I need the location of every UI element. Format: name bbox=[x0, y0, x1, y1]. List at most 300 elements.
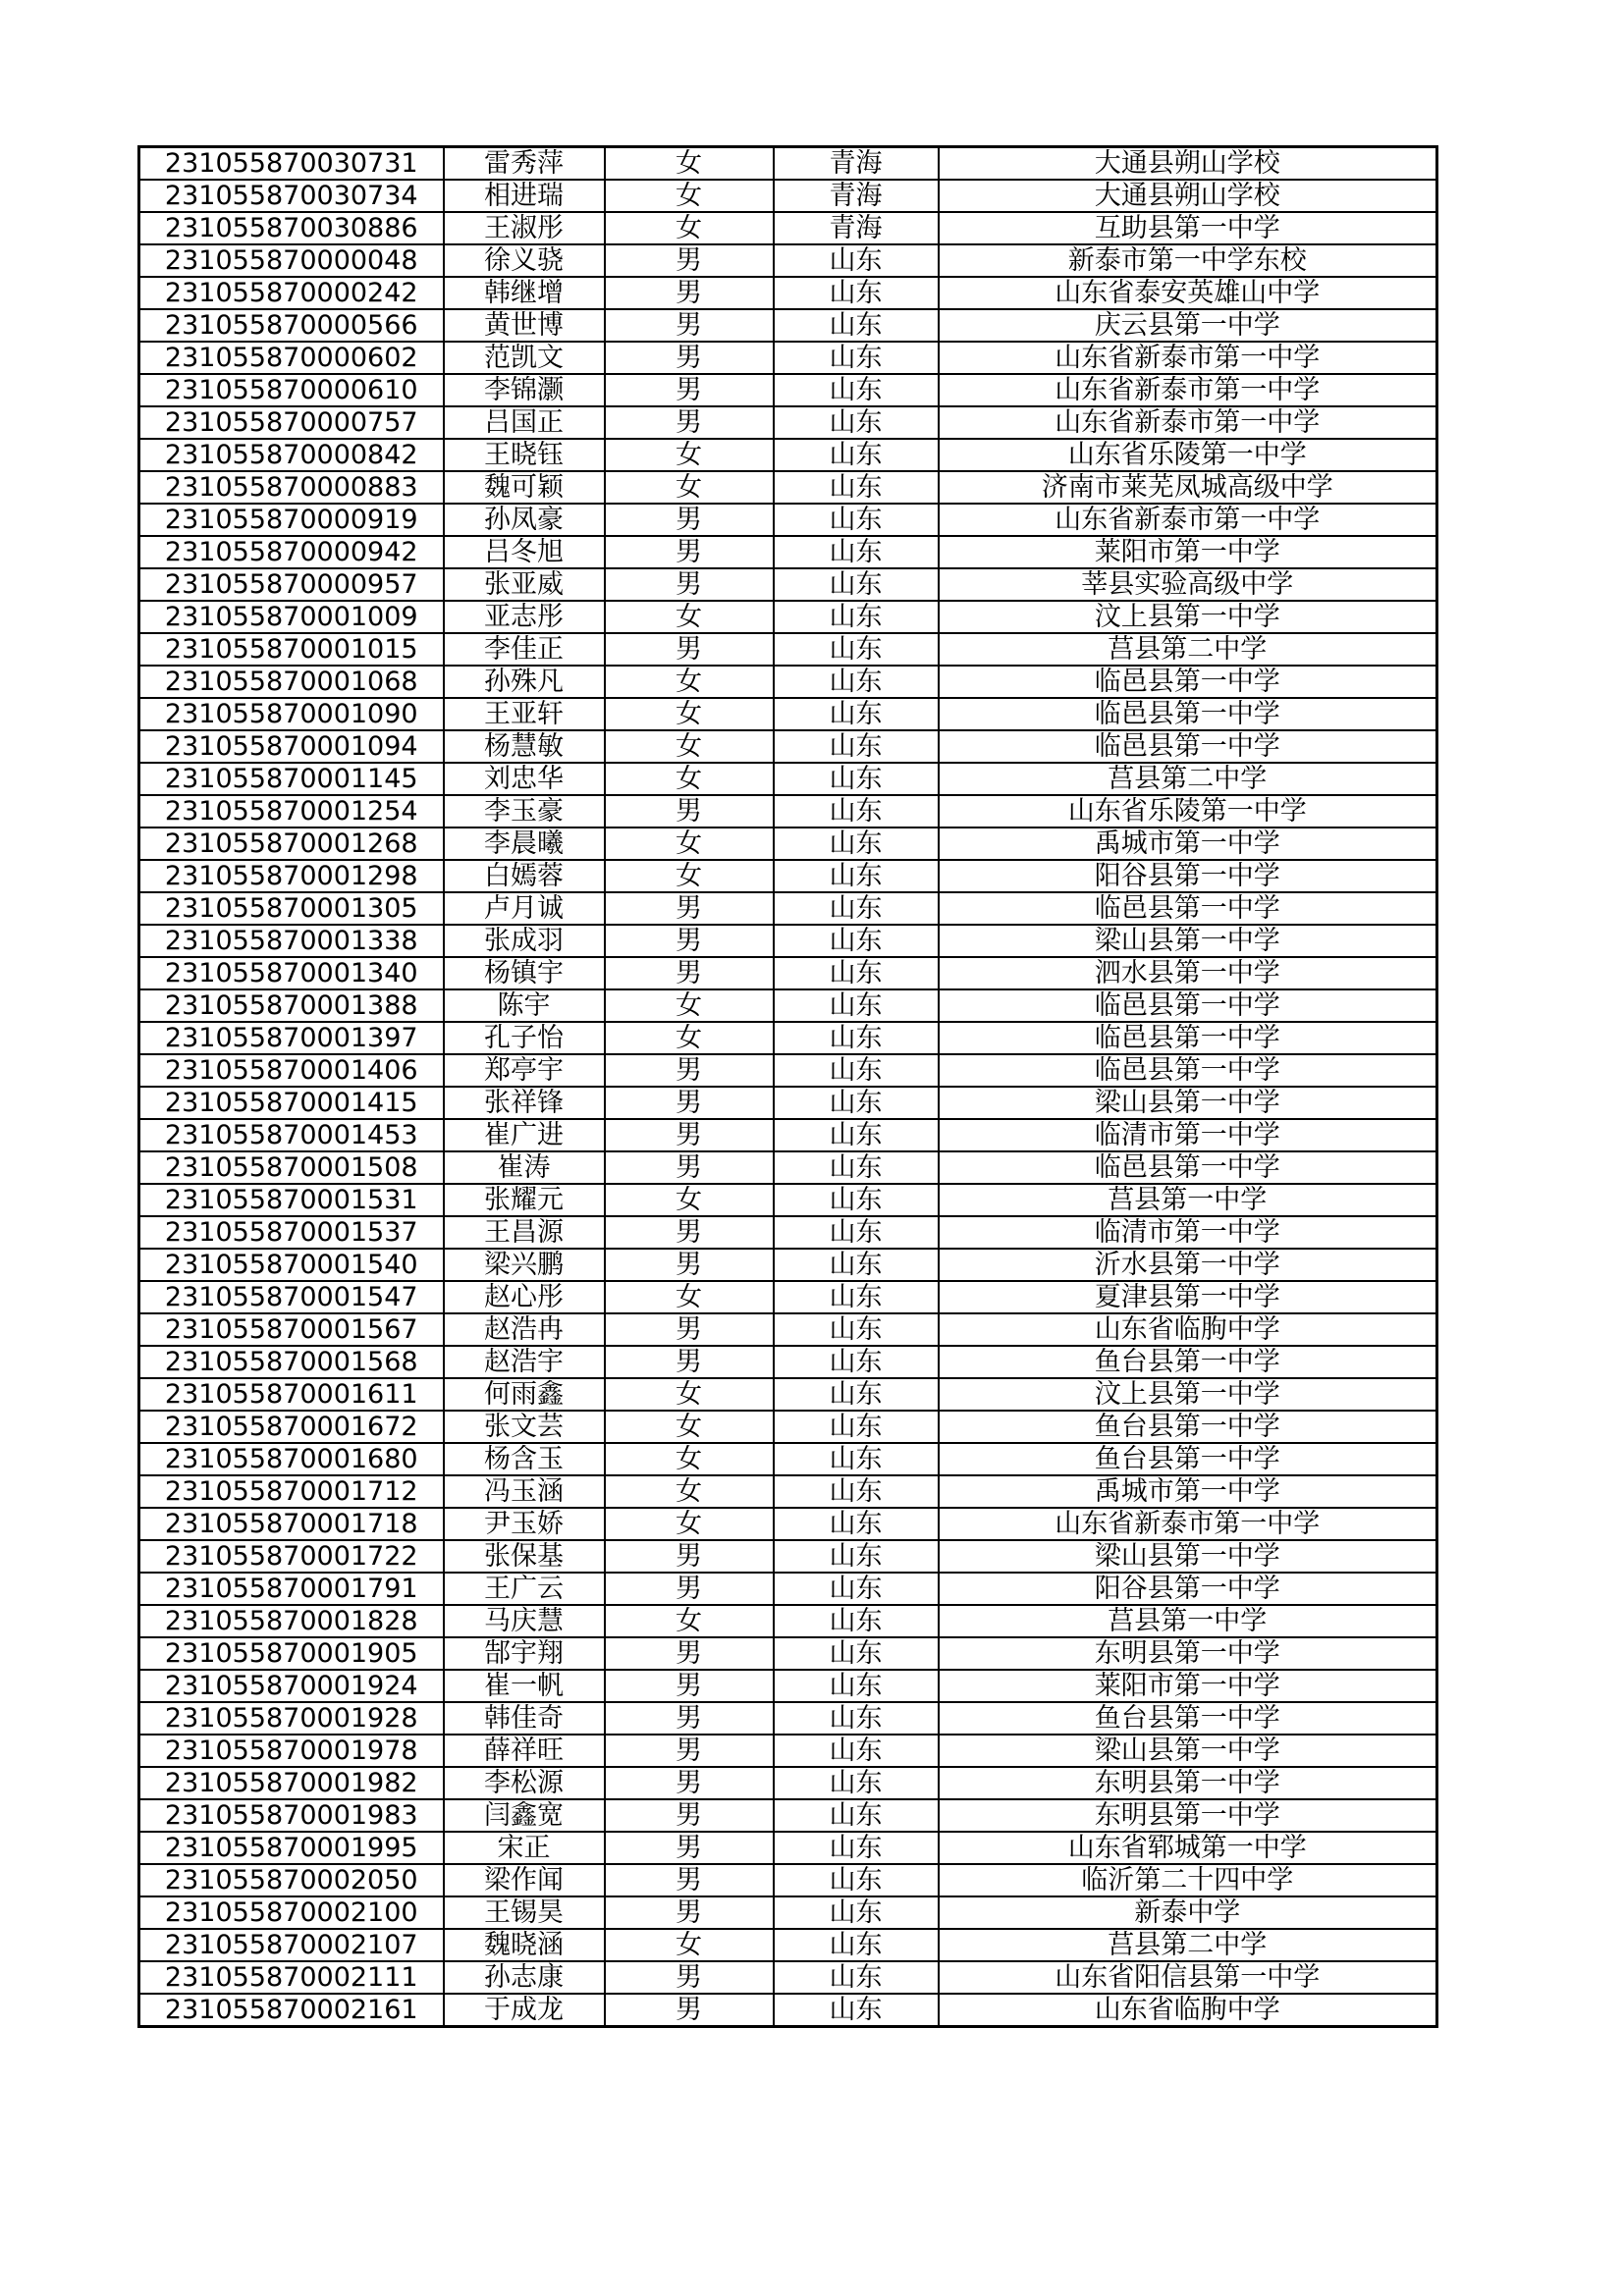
cell-student-name: 张成羽 bbox=[444, 925, 605, 957]
cell-candidate-id: 231055870000602 bbox=[139, 342, 444, 374]
cell-candidate-id: 231055870001453 bbox=[139, 1119, 444, 1151]
cell-school: 莱阳市第一中学 bbox=[939, 536, 1437, 568]
cell-province: 山东 bbox=[774, 1702, 939, 1735]
cell-school: 临邑县第一中学 bbox=[939, 892, 1437, 925]
table-row bbox=[139, 1929, 1437, 1961]
cell-candidate-id: 231055870001983 bbox=[139, 1799, 444, 1832]
cell-candidate-id: 231055870001415 bbox=[139, 1087, 444, 1119]
cell-candidate-id: 231055870001340 bbox=[139, 957, 444, 989]
cell-school: 莒县第二中学 bbox=[939, 633, 1437, 666]
table-row bbox=[139, 633, 1437, 666]
cell-school: 大通县朔山学校 bbox=[939, 147, 1437, 181]
cell-province: 山东 bbox=[774, 1799, 939, 1832]
cell-school: 山东省新泰市第一中学 bbox=[939, 406, 1437, 439]
cell-student-name: 李玉豪 bbox=[444, 795, 605, 828]
table-row bbox=[139, 277, 1437, 309]
cell-province: 山东 bbox=[774, 957, 939, 989]
table-row bbox=[139, 892, 1437, 925]
cell-school: 临邑县第一中学 bbox=[939, 666, 1437, 698]
cell-gender: 男 bbox=[605, 1249, 774, 1281]
cell-gender: 男 bbox=[605, 795, 774, 828]
table-row bbox=[139, 601, 1437, 633]
cell-gender: 女 bbox=[605, 471, 774, 504]
cell-province: 山东 bbox=[774, 244, 939, 277]
cell-candidate-id: 231055870001718 bbox=[139, 1508, 444, 1540]
cell-gender: 女 bbox=[605, 1605, 774, 1637]
cell-school: 山东省新泰市第一中学 bbox=[939, 1508, 1437, 1540]
cell-candidate-id: 231055870001995 bbox=[139, 1832, 444, 1864]
cell-student-name: 闫鑫宽 bbox=[444, 1799, 605, 1832]
cell-candidate-id: 231055870000942 bbox=[139, 536, 444, 568]
cell-school: 莒县第一中学 bbox=[939, 1184, 1437, 1216]
cell-student-name: 孔子怡 bbox=[444, 1022, 605, 1054]
cell-school: 莒县第一中学 bbox=[939, 1605, 1437, 1637]
cell-province: 山东 bbox=[774, 763, 939, 795]
cell-student-name: 范凯文 bbox=[444, 342, 605, 374]
cell-student-name: 王晓钰 bbox=[444, 439, 605, 471]
cell-gender: 男 bbox=[605, 1313, 774, 1346]
cell-student-name: 张保基 bbox=[444, 1540, 605, 1573]
cell-school: 沂水县第一中学 bbox=[939, 1249, 1437, 1281]
cell-province: 山东 bbox=[774, 1022, 939, 1054]
table-row bbox=[139, 1346, 1437, 1378]
cell-school: 夏津县第一中学 bbox=[939, 1281, 1437, 1313]
cell-candidate-id: 231055870001388 bbox=[139, 989, 444, 1022]
cell-student-name: 韩佳奇 bbox=[444, 1702, 605, 1735]
cell-school: 梁山县第一中学 bbox=[939, 925, 1437, 957]
cell-candidate-id: 231055870001305 bbox=[139, 892, 444, 925]
cell-province: 山东 bbox=[774, 277, 939, 309]
cell-gender: 女 bbox=[605, 1508, 774, 1540]
cell-school: 新泰中学 bbox=[939, 1896, 1437, 1929]
roster-table bbox=[137, 145, 1438, 2028]
cell-gender: 女 bbox=[605, 1929, 774, 1961]
table-row bbox=[139, 698, 1437, 730]
cell-candidate-id: 231055870001397 bbox=[139, 1022, 444, 1054]
cell-student-name: 孙志康 bbox=[444, 1961, 605, 1994]
cell-province: 山东 bbox=[774, 1670, 939, 1702]
cell-student-name: 崔涛 bbox=[444, 1151, 605, 1184]
cell-school: 山东省阳信县第一中学 bbox=[939, 1961, 1437, 1994]
cell-school: 临邑县第一中学 bbox=[939, 1022, 1437, 1054]
cell-gender: 男 bbox=[605, 1540, 774, 1573]
cell-student-name: 相进瑞 bbox=[444, 180, 605, 212]
cell-candidate-id: 231055870001537 bbox=[139, 1216, 444, 1249]
cell-school: 临清市第一中学 bbox=[939, 1119, 1437, 1151]
cell-student-name: 尹玉娇 bbox=[444, 1508, 605, 1540]
cell-student-name: 吕冬旭 bbox=[444, 536, 605, 568]
cell-student-name: 李锦灏 bbox=[444, 374, 605, 406]
cell-candidate-id: 231055870001298 bbox=[139, 860, 444, 892]
cell-candidate-id: 231055870001672 bbox=[139, 1411, 444, 1443]
cell-province: 山东 bbox=[774, 568, 939, 601]
cell-student-name: 郑亭宇 bbox=[444, 1054, 605, 1087]
cell-candidate-id: 231055870001540 bbox=[139, 1249, 444, 1281]
cell-student-name: 赵浩冉 bbox=[444, 1313, 605, 1346]
cell-gender: 女 bbox=[605, 601, 774, 633]
cell-gender: 男 bbox=[605, 1767, 774, 1799]
cell-candidate-id: 231055870002100 bbox=[139, 1896, 444, 1929]
table-row bbox=[139, 1313, 1437, 1346]
cell-student-name: 黄世博 bbox=[444, 309, 605, 342]
table-row bbox=[139, 1832, 1437, 1864]
table-row bbox=[139, 374, 1437, 406]
cell-candidate-id: 231055870001924 bbox=[139, 1670, 444, 1702]
cell-province: 山东 bbox=[774, 1119, 939, 1151]
cell-province: 山东 bbox=[774, 730, 939, 763]
cell-school: 鱼台县第一中学 bbox=[939, 1411, 1437, 1443]
cell-gender: 女 bbox=[605, 860, 774, 892]
table-row bbox=[139, 1864, 1437, 1896]
cell-student-name: 张祥锋 bbox=[444, 1087, 605, 1119]
cell-candidate-id: 231055870000883 bbox=[139, 471, 444, 504]
cell-student-name: 雷秀萍 bbox=[444, 147, 605, 181]
cell-province: 山东 bbox=[774, 1896, 939, 1929]
cell-school: 汶上县第一中学 bbox=[939, 601, 1437, 633]
cell-school: 山东省郓城第一中学 bbox=[939, 1832, 1437, 1864]
cell-school: 临沂第二十四中学 bbox=[939, 1864, 1437, 1896]
cell-gender: 女 bbox=[605, 1443, 774, 1475]
cell-student-name: 赵浩宇 bbox=[444, 1346, 605, 1378]
cell-province: 山东 bbox=[774, 1054, 939, 1087]
table-row bbox=[139, 1637, 1437, 1670]
cell-gender: 女 bbox=[605, 828, 774, 860]
cell-gender: 男 bbox=[605, 1961, 774, 1994]
cell-gender: 男 bbox=[605, 1346, 774, 1378]
cell-province: 山东 bbox=[774, 1573, 939, 1605]
cell-school: 临邑县第一中学 bbox=[939, 989, 1437, 1022]
cell-student-name: 王淑彤 bbox=[444, 212, 605, 244]
cell-school: 山东省临朐中学 bbox=[939, 1994, 1437, 2027]
cell-student-name: 赵心彤 bbox=[444, 1281, 605, 1313]
cell-school: 互助县第一中学 bbox=[939, 212, 1437, 244]
cell-gender: 女 bbox=[605, 730, 774, 763]
cell-gender: 男 bbox=[605, 1864, 774, 1896]
cell-student-name: 崔一帆 bbox=[444, 1670, 605, 1702]
table-row bbox=[139, 1896, 1437, 1929]
cell-province: 山东 bbox=[774, 666, 939, 698]
cell-school: 梁山县第一中学 bbox=[939, 1735, 1437, 1767]
cell-school: 新泰市第一中学东校 bbox=[939, 244, 1437, 277]
cell-province: 山东 bbox=[774, 1637, 939, 1670]
cell-student-name: 张耀元 bbox=[444, 1184, 605, 1216]
cell-gender: 男 bbox=[605, 309, 774, 342]
table-row bbox=[139, 342, 1437, 374]
table-row bbox=[139, 1411, 1437, 1443]
cell-student-name: 白嫣蓉 bbox=[444, 860, 605, 892]
cell-gender: 男 bbox=[605, 277, 774, 309]
cell-candidate-id: 231055870001009 bbox=[139, 601, 444, 633]
cell-student-name: 吕国正 bbox=[444, 406, 605, 439]
cell-candidate-id: 231055870002111 bbox=[139, 1961, 444, 1994]
cell-student-name: 杨慧敏 bbox=[444, 730, 605, 763]
cell-student-name: 魏可颖 bbox=[444, 471, 605, 504]
cell-school: 东明县第一中学 bbox=[939, 1637, 1437, 1670]
cell-candidate-id: 231055870001068 bbox=[139, 666, 444, 698]
cell-gender: 女 bbox=[605, 1378, 774, 1411]
table-row bbox=[139, 536, 1437, 568]
table-row bbox=[139, 244, 1437, 277]
cell-province: 山东 bbox=[774, 536, 939, 568]
table-row bbox=[139, 147, 1437, 181]
cell-candidate-id: 231055870001508 bbox=[139, 1151, 444, 1184]
cell-candidate-id: 231055870002050 bbox=[139, 1864, 444, 1896]
cell-gender: 女 bbox=[605, 1475, 774, 1508]
table-row bbox=[139, 1508, 1437, 1540]
cell-school: 庆云县第一中学 bbox=[939, 309, 1437, 342]
table-row bbox=[139, 1799, 1437, 1832]
cell-gender: 男 bbox=[605, 633, 774, 666]
cell-school: 大通县朔山学校 bbox=[939, 180, 1437, 212]
cell-province: 山东 bbox=[774, 439, 939, 471]
cell-province: 山东 bbox=[774, 406, 939, 439]
cell-province: 山东 bbox=[774, 1249, 939, 1281]
cell-candidate-id: 231055870000757 bbox=[139, 406, 444, 439]
cell-gender: 男 bbox=[605, 1216, 774, 1249]
cell-student-name: 杨含玉 bbox=[444, 1443, 605, 1475]
cell-student-name: 宋正 bbox=[444, 1832, 605, 1864]
table-row bbox=[139, 1961, 1437, 1994]
cell-province: 山东 bbox=[774, 1929, 939, 1961]
cell-school: 泗水县第一中学 bbox=[939, 957, 1437, 989]
cell-student-name: 张亚威 bbox=[444, 568, 605, 601]
cell-province: 山东 bbox=[774, 1346, 939, 1378]
cell-gender: 男 bbox=[605, 1087, 774, 1119]
table-row bbox=[139, 957, 1437, 989]
table-row bbox=[139, 1087, 1437, 1119]
cell-province: 山东 bbox=[774, 342, 939, 374]
cell-gender: 男 bbox=[605, 1151, 774, 1184]
cell-school: 鱼台县第一中学 bbox=[939, 1346, 1437, 1378]
cell-gender: 女 bbox=[605, 439, 774, 471]
cell-candidate-id: 231055870000957 bbox=[139, 568, 444, 601]
table-row bbox=[139, 1184, 1437, 1216]
table-row bbox=[139, 1573, 1437, 1605]
cell-province: 山东 bbox=[774, 698, 939, 730]
cell-student-name: 冯玉涵 bbox=[444, 1475, 605, 1508]
cell-school: 济南市莱芜凤城高级中学 bbox=[939, 471, 1437, 504]
cell-student-name: 梁作闻 bbox=[444, 1864, 605, 1896]
cell-province: 山东 bbox=[774, 1151, 939, 1184]
cell-candidate-id: 231055870000566 bbox=[139, 309, 444, 342]
cell-gender: 男 bbox=[605, 1735, 774, 1767]
cell-province: 山东 bbox=[774, 633, 939, 666]
cell-candidate-id: 231055870001015 bbox=[139, 633, 444, 666]
cell-school: 莒县第二中学 bbox=[939, 763, 1437, 795]
cell-province: 山东 bbox=[774, 1378, 939, 1411]
cell-candidate-id: 231055870030731 bbox=[139, 147, 444, 181]
cell-gender: 男 bbox=[605, 1896, 774, 1929]
cell-candidate-id: 231055870002161 bbox=[139, 1994, 444, 2027]
cell-candidate-id: 231055870000048 bbox=[139, 244, 444, 277]
cell-gender: 女 bbox=[605, 989, 774, 1022]
cell-province: 山东 bbox=[774, 601, 939, 633]
cell-student-name: 孙凤豪 bbox=[444, 504, 605, 536]
table-row bbox=[139, 1443, 1437, 1475]
cell-candidate-id: 231055870000919 bbox=[139, 504, 444, 536]
cell-student-name: 王昌源 bbox=[444, 1216, 605, 1249]
table-row bbox=[139, 180, 1437, 212]
cell-gender: 女 bbox=[605, 666, 774, 698]
table-row bbox=[139, 1378, 1437, 1411]
cell-student-name: 马庆慧 bbox=[444, 1605, 605, 1637]
cell-school: 山东省临朐中学 bbox=[939, 1313, 1437, 1346]
cell-province: 山东 bbox=[774, 1605, 939, 1637]
cell-student-name: 韩继增 bbox=[444, 277, 605, 309]
cell-student-name: 王锡昊 bbox=[444, 1896, 605, 1929]
cell-province: 山东 bbox=[774, 1411, 939, 1443]
table-row bbox=[139, 1767, 1437, 1799]
cell-candidate-id: 231055870001828 bbox=[139, 1605, 444, 1637]
cell-student-name: 王广云 bbox=[444, 1573, 605, 1605]
cell-school: 临邑县第一中学 bbox=[939, 1054, 1437, 1087]
cell-province: 山东 bbox=[774, 1832, 939, 1864]
table-row bbox=[139, 925, 1437, 957]
cell-province: 山东 bbox=[774, 828, 939, 860]
cell-candidate-id: 231055870001338 bbox=[139, 925, 444, 957]
cell-student-name: 郜宇翔 bbox=[444, 1637, 605, 1670]
cell-student-name: 卢月诚 bbox=[444, 892, 605, 925]
cell-student-name: 王亚轩 bbox=[444, 698, 605, 730]
cell-candidate-id: 231055870001928 bbox=[139, 1702, 444, 1735]
cell-school: 禹城市第一中学 bbox=[939, 1475, 1437, 1508]
cell-province: 山东 bbox=[774, 1994, 939, 2027]
cell-province: 山东 bbox=[774, 1443, 939, 1475]
cell-student-name: 薛祥旺 bbox=[444, 1735, 605, 1767]
cell-candidate-id: 231055870001905 bbox=[139, 1637, 444, 1670]
cell-student-name: 何雨鑫 bbox=[444, 1378, 605, 1411]
cell-province: 山东 bbox=[774, 1216, 939, 1249]
cell-gender: 男 bbox=[605, 406, 774, 439]
cell-school: 东明县第一中学 bbox=[939, 1767, 1437, 1799]
cell-province: 山东 bbox=[774, 1540, 939, 1573]
cell-candidate-id: 231055870001406 bbox=[139, 1054, 444, 1087]
cell-province: 山东 bbox=[774, 925, 939, 957]
cell-candidate-id: 231055870000242 bbox=[139, 277, 444, 309]
cell-gender: 男 bbox=[605, 1054, 774, 1087]
cell-gender: 男 bbox=[605, 1832, 774, 1864]
cell-student-name: 刘忠华 bbox=[444, 763, 605, 795]
cell-student-name: 魏晓涵 bbox=[444, 1929, 605, 1961]
cell-gender: 女 bbox=[605, 1022, 774, 1054]
cell-candidate-id: 231055870001268 bbox=[139, 828, 444, 860]
cell-province: 山东 bbox=[774, 795, 939, 828]
cell-school: 临清市第一中学 bbox=[939, 1216, 1437, 1249]
table-row bbox=[139, 471, 1437, 504]
cell-student-name: 李晨曦 bbox=[444, 828, 605, 860]
cell-gender: 男 bbox=[605, 892, 774, 925]
cell-gender: 男 bbox=[605, 536, 774, 568]
table-row bbox=[139, 1249, 1437, 1281]
cell-school: 阳谷县第一中学 bbox=[939, 860, 1437, 892]
table-row bbox=[139, 989, 1437, 1022]
table-row bbox=[139, 795, 1437, 828]
cell-candidate-id: 231055870001547 bbox=[139, 1281, 444, 1313]
cell-gender: 男 bbox=[605, 1702, 774, 1735]
cell-school: 梁山县第一中学 bbox=[939, 1087, 1437, 1119]
cell-gender: 男 bbox=[605, 504, 774, 536]
cell-province: 山东 bbox=[774, 1767, 939, 1799]
cell-gender: 男 bbox=[605, 1670, 774, 1702]
cell-gender: 女 bbox=[605, 212, 774, 244]
table-row bbox=[139, 1022, 1437, 1054]
table-row bbox=[139, 1119, 1437, 1151]
cell-candidate-id: 231055870001791 bbox=[139, 1573, 444, 1605]
cell-gender: 男 bbox=[605, 925, 774, 957]
table-row bbox=[139, 763, 1437, 795]
cell-school: 临邑县第一中学 bbox=[939, 698, 1437, 730]
cell-province: 山东 bbox=[774, 860, 939, 892]
cell-school: 阳谷县第一中学 bbox=[939, 1573, 1437, 1605]
cell-gender: 男 bbox=[605, 244, 774, 277]
cell-candidate-id: 231055870001611 bbox=[139, 1378, 444, 1411]
cell-province: 山东 bbox=[774, 309, 939, 342]
table-row bbox=[139, 439, 1437, 471]
roster-sheet bbox=[137, 145, 1435, 2028]
cell-province: 山东 bbox=[774, 1735, 939, 1767]
cell-student-name: 陈宇 bbox=[444, 989, 605, 1022]
cell-candidate-id: 231055870030734 bbox=[139, 180, 444, 212]
table-row bbox=[139, 1605, 1437, 1637]
cell-province: 山东 bbox=[774, 1313, 939, 1346]
cell-gender: 男 bbox=[605, 342, 774, 374]
cell-school: 山东省泰安英雄山中学 bbox=[939, 277, 1437, 309]
cell-candidate-id: 231055870001145 bbox=[139, 763, 444, 795]
cell-school: 东明县第一中学 bbox=[939, 1799, 1437, 1832]
cell-gender: 男 bbox=[605, 374, 774, 406]
cell-candidate-id: 231055870001090 bbox=[139, 698, 444, 730]
cell-candidate-id: 231055870001680 bbox=[139, 1443, 444, 1475]
cell-province: 山东 bbox=[774, 1087, 939, 1119]
table-row bbox=[139, 860, 1437, 892]
cell-province: 山东 bbox=[774, 1281, 939, 1313]
roster-body bbox=[139, 147, 1437, 2027]
cell-gender: 女 bbox=[605, 1281, 774, 1313]
cell-student-name: 崔广进 bbox=[444, 1119, 605, 1151]
cell-province: 山东 bbox=[774, 504, 939, 536]
cell-candidate-id: 231055870001567 bbox=[139, 1313, 444, 1346]
cell-school: 鱼台县第一中学 bbox=[939, 1702, 1437, 1735]
cell-school: 禹城市第一中学 bbox=[939, 828, 1437, 860]
cell-candidate-id: 231055870001254 bbox=[139, 795, 444, 828]
table-row bbox=[139, 730, 1437, 763]
cell-gender: 男 bbox=[605, 1573, 774, 1605]
cell-gender: 女 bbox=[605, 147, 774, 181]
cell-province: 青海 bbox=[774, 147, 939, 181]
cell-province: 山东 bbox=[774, 892, 939, 925]
cell-student-name: 徐义骁 bbox=[444, 244, 605, 277]
cell-gender: 男 bbox=[605, 568, 774, 601]
cell-student-name: 梁兴鹏 bbox=[444, 1249, 605, 1281]
cell-gender: 男 bbox=[605, 1119, 774, 1151]
cell-province: 山东 bbox=[774, 471, 939, 504]
table-row bbox=[139, 1216, 1437, 1249]
table-row bbox=[139, 504, 1437, 536]
cell-candidate-id: 231055870001722 bbox=[139, 1540, 444, 1573]
cell-province: 山东 bbox=[774, 1961, 939, 1994]
cell-school: 莒县第二中学 bbox=[939, 1929, 1437, 1961]
cell-province: 青海 bbox=[774, 180, 939, 212]
cell-gender: 男 bbox=[605, 1637, 774, 1670]
cell-student-name: 亚志彤 bbox=[444, 601, 605, 633]
cell-gender: 男 bbox=[605, 1994, 774, 2027]
cell-student-name: 孙殊凡 bbox=[444, 666, 605, 698]
cell-school: 莘县实验高级中学 bbox=[939, 568, 1437, 601]
table-row bbox=[139, 1702, 1437, 1735]
cell-gender: 女 bbox=[605, 698, 774, 730]
cell-candidate-id: 231055870001978 bbox=[139, 1735, 444, 1767]
cell-candidate-id: 231055870030886 bbox=[139, 212, 444, 244]
